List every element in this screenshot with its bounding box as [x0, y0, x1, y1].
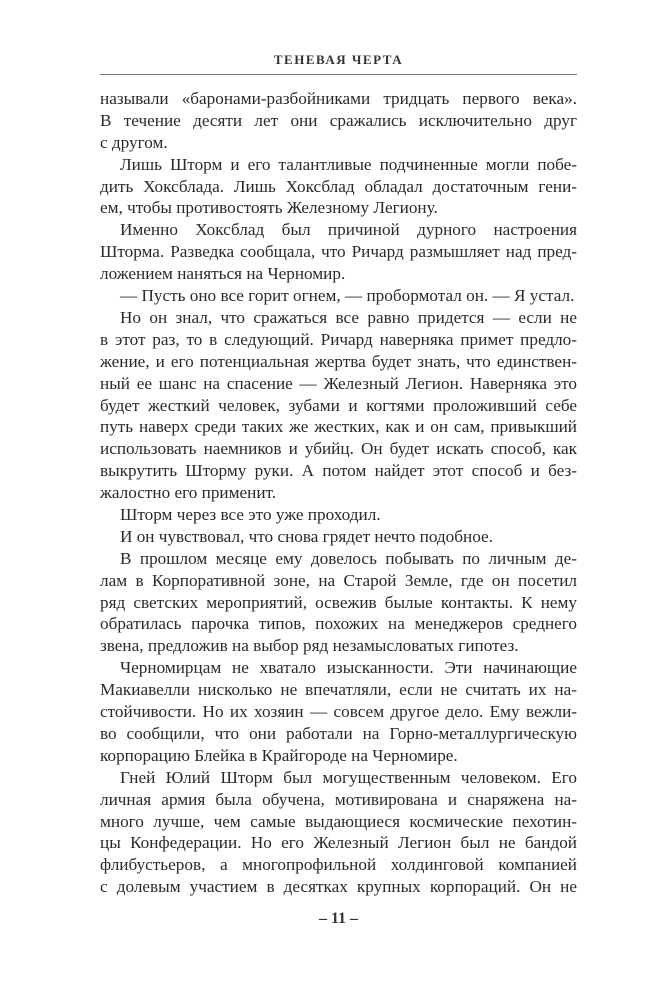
text-line: лам в Корпоративной зоне, на Старой Земле, где он посетил: [100, 570, 577, 590]
paragraph: [100, 219, 577, 285]
text-line: обратилась парочка типов, похожих на менеджеров среднего: [100, 614, 577, 634]
paragraph: [100, 154, 577, 220]
text-line: путь наверх среди таких же жестких, как и он сам, привыкший: [100, 417, 577, 437]
text-line: ный ее шанс на спасение — Железный Легион. Наверняка это: [100, 373, 577, 393]
text-line: флибустьеров, а многопрофильной холдинговой компанией: [100, 855, 577, 875]
paragraph: [100, 285, 577, 307]
text-line: Шторм через все это уже проходил.: [120, 505, 381, 524]
header-rule: [100, 74, 577, 75]
text-line: Именно Хоксблад был причиной дурного настроения: [120, 220, 577, 240]
text-line: цы Конфедерации. Но его Железный Легион был не бандой: [100, 833, 577, 853]
running-header: ТЕНЕВАЯ ЧЕРТА: [273, 52, 404, 67]
text-line: — Пусть оно все горит огнем, — пробормотал он. — Я устал.: [120, 286, 575, 306]
text-line: во сообщили, что они работали на Горно-металлургическую: [100, 723, 577, 743]
text-line: много лучше, чем самые выдающиеся космические пехотин-: [100, 811, 577, 831]
text-line: корпорацию Блейка в Крайгороде на Черномире.: [100, 745, 458, 765]
text-line: И он чувствовал, что снова грядет нечто подобное.: [120, 526, 493, 546]
text-line: использовать наемников и убийц. Он будет искать способ, как: [100, 439, 577, 459]
text-line: Макиавелли нисколько не впечатляли, если не считать их на-: [100, 680, 577, 700]
text-line: звена, предложив на выбор ряд незамысловатых гипотез.: [100, 636, 519, 656]
text-line: Но он знал, что сражаться все равно придется — если не: [120, 307, 577, 327]
text-line: в этот раз, то в следующий. Ричард наверняка примет предло-: [100, 329, 577, 349]
text-line: ем, чтобы противостоять Железному Легиону.: [100, 198, 438, 218]
paragraph: [100, 307, 577, 504]
text-line: ряд светских мероприятий, освежив былые контакты. К нему: [100, 592, 577, 612]
paragraph: [100, 504, 577, 526]
page-body: [100, 88, 577, 898]
text-line: Шторма. Разведка сообщала, что Ричард размышляет над пред-: [100, 242, 577, 262]
text-line: личная армия была обучена, мотивирована и снаряжена на-: [100, 789, 577, 809]
paragraph: [100, 88, 577, 154]
text-line: Гней Юлий Шторм был могущественным человеком. Его: [120, 767, 577, 787]
text-line: жалостно его применит.: [100, 483, 277, 503]
text-line: с другом.: [100, 132, 168, 152]
text-line: с долевым участием в десятках крупных корпораций. Он не: [100, 877, 577, 897]
paragraph: [100, 657, 577, 766]
text-line: стойчивости. Но их хозяин — совсем другое дело. Ему вежли-: [100, 702, 577, 722]
text-line: Черномирцам не хватало изысканности. Эти начинающие: [120, 658, 577, 678]
text-line: называли «баронами-разбойниками тридцать первого века».: [100, 89, 577, 108]
text-line: В течение десяти лет они сражались исключительно друг: [100, 110, 577, 130]
paragraph: [100, 767, 577, 898]
page-number: – 11 –: [318, 910, 359, 927]
paragraph: [100, 526, 577, 548]
paragraph: [100, 548, 577, 657]
text-line: дить Хоксблада. Лишь Хоксблад обладал достаточным гени-: [100, 176, 577, 196]
text-line: выкрутить Шторму руки. А потом найдет этот способ и без-: [100, 461, 577, 481]
text-line: Лишь Шторм и его талантливые подчиненные могли побе-: [120, 154, 577, 174]
text-line: В прошлом месяце ему довелось побывать по личным де-: [120, 548, 577, 568]
text-line: жение, и его потенциальная жертва будет знать, что единствен-: [100, 351, 577, 371]
text-line: будет жесткий человек, зубами и когтями проложивший себе: [100, 395, 577, 415]
text-line: ложением наняться на Черномир.: [100, 264, 346, 284]
